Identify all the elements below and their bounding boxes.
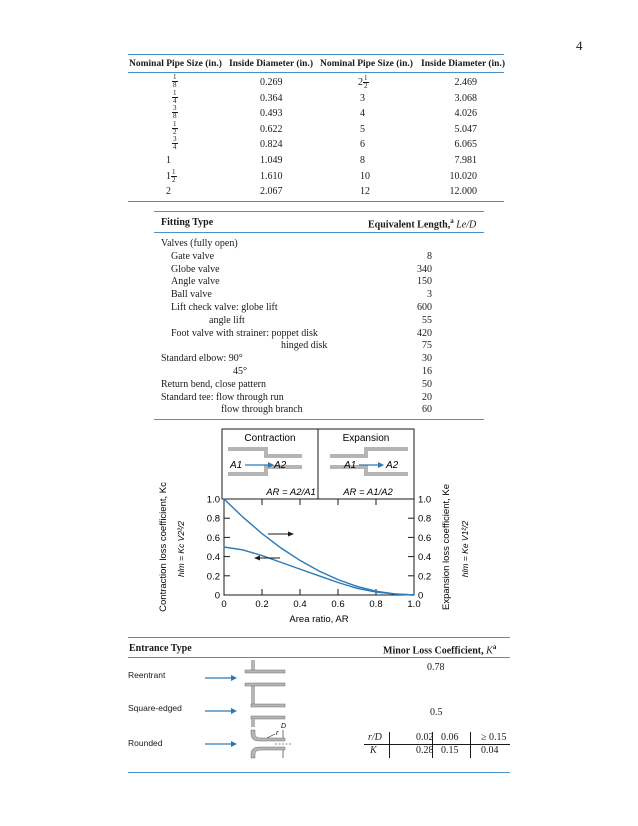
x-tick-label: 0.2: [255, 599, 269, 610]
loss-coefficient-chart: [150, 424, 490, 630]
table-rule-top: [128, 54, 504, 55]
fitting-type-label: angle lift: [209, 314, 245, 326]
x-tick-label: 0.8: [369, 599, 383, 610]
equation-right: hlm = Ke V1²/2: [460, 520, 470, 578]
pipe-size-left: 1: [166, 155, 171, 166]
inside-diameter-left: 0.622: [260, 123, 283, 135]
contraction-a1-label: A1: [230, 460, 243, 471]
y-tick-label-left: 0: [214, 590, 220, 602]
entrance-value-square: 0.5: [430, 707, 443, 718]
subtable-vline-1: [389, 732, 390, 758]
inside-diameter-right: 3.068: [454, 92, 477, 104]
inside-diameter-right: 2.469: [454, 77, 477, 88]
col-header-nominal-1: Nominal Pipe Size (in.): [129, 59, 222, 69]
fitting-type-label: flow through branch: [221, 404, 303, 416]
y-tick-label-right: 0.2: [418, 571, 432, 583]
fitting-header-type: Fitting Type: [161, 217, 214, 228]
equivalent-length-value: 16: [422, 366, 432, 377]
equivalent-length-value: 20: [422, 391, 432, 403]
square-edged-icon: [205, 694, 285, 727]
equivalent-length-value: 150: [417, 276, 432, 288]
fitting-rule-header: [154, 232, 484, 233]
inside-diameter-left: 0.269: [260, 77, 283, 88]
y-tick-label-right: 0: [418, 590, 424, 602]
pipe-size-right: 10: [360, 170, 370, 182]
contraction-label: Contraction: [244, 433, 296, 444]
entrance-label-reentrant: Reentrant: [128, 670, 166, 680]
curve-point: [280, 547, 281, 548]
entrance-label-square: Square-edged: [128, 703, 182, 713]
entrance-header-coef: Minor Loss Coefficient, $K^a$: [383, 643, 497, 657]
entrance-value-reentrant: 0.78: [427, 662, 445, 673]
curve-point: [337, 582, 338, 583]
x-tick-label: 0.6: [331, 599, 345, 610]
y-axis-label-left: Contraction loss coefficient, Kc: [158, 482, 169, 612]
fitting-header-length: Equivalent Length,$^a$ Le/D: [368, 217, 477, 231]
curve-point: [261, 533, 262, 534]
entrance-rule-top: [128, 637, 510, 638]
pipe-size-left: $\frac{3}{4}$: [173, 135, 177, 152]
table-rule-header: [128, 72, 504, 73]
col-header-diameter-1: Inside Diameter (in.): [229, 59, 313, 69]
equivalent-length-value: 8: [427, 250, 432, 262]
loss-curves: [223, 498, 414, 595]
x-tick-label: 1.0: [407, 599, 421, 610]
curve-point: [375, 592, 376, 593]
pipe-size-left: $\frac{1}{2}$: [173, 119, 177, 136]
entrance-diagrams: [205, 658, 305, 770]
inside-diameter-right: 6.065: [454, 139, 477, 151]
curve-point: [242, 549, 243, 550]
equivalent-length-value: 420: [417, 327, 432, 339]
page-number: 4: [576, 38, 583, 53]
fitting-type-label: Globe valve: [171, 263, 220, 275]
curve-point: [223, 546, 224, 547]
pipe-size-right: 3: [360, 92, 365, 104]
equivalent-length-value: 600: [417, 302, 432, 313]
fitting-type-label: Lift check valve: globe lift: [171, 302, 278, 313]
fitting-type-label: Standard tee: flow through run: [161, 391, 284, 403]
rounded-d-label: D: [281, 723, 287, 730]
subtable-vline-2: [432, 732, 433, 758]
table-rule-bottom: [128, 201, 504, 202]
inside-diameter-left: 0.493: [260, 108, 283, 120]
equivalent-length-value: 30: [422, 353, 432, 365]
ar-formula-contraction: AR = A2/A1: [266, 487, 316, 498]
y-tick-label-left: 0.8: [206, 513, 220, 525]
subtable-k-3: 0.04: [481, 745, 499, 756]
fitting-type-label: Foot valve with strainer: poppet disk: [171, 327, 318, 339]
fitting-type-label: Valves (fully open): [161, 238, 238, 249]
fitting-type-label: 45°: [233, 366, 247, 377]
x-axis-label: Area ratio, AR: [289, 614, 349, 625]
entrance-rule-header: [128, 657, 510, 658]
curve-point: [318, 575, 319, 576]
curve-point: [299, 568, 300, 569]
equivalent-length-value: 75: [422, 340, 432, 352]
contraction-read-arrowhead: [254, 556, 260, 561]
y-tick-label-left: 1.0: [206, 494, 220, 506]
curve-point: [356, 586, 357, 587]
y-tick-label-right: 0.4: [418, 552, 432, 564]
subtable-vline-3: [470, 732, 471, 758]
rounded-icon: [205, 723, 291, 758]
y-tick-label-right: 1.0: [418, 494, 432, 506]
equivalent-length-value: 3: [427, 289, 432, 301]
inside-diameter-left: 0.364: [260, 92, 283, 104]
inside-diameter-right: 5.047: [454, 123, 477, 135]
subtable-rd-3: ≥ 0.15: [481, 732, 507, 743]
plot-frame: [224, 499, 414, 595]
fitting-type-label: Gate valve: [171, 250, 215, 262]
subtable-k-1: 0.28: [416, 745, 434, 756]
pipe-size-right: 12: [360, 186, 370, 198]
entrance-header-type: Entrance Type: [129, 643, 192, 654]
inside-diameter-left: 1.610: [260, 170, 283, 182]
curve-point: [242, 517, 243, 518]
equation-left: hlm = Kc V2²/2: [176, 521, 186, 577]
equivalent-length-value: 50: [422, 378, 432, 390]
col-header-diameter-2: Inside Diameter (in.): [421, 59, 505, 69]
inside-diameter-left: 0.824: [260, 139, 283, 151]
fitting-type-label: Standard elbow: 90°: [161, 353, 243, 365]
pipe-size-left: $\frac{1}{4}$: [173, 88, 177, 105]
pipe-size-left: $\frac{1}{8}$: [173, 73, 177, 89]
curve-point: [356, 588, 357, 589]
reentrant-icon: [205, 660, 285, 696]
pipe-size-right: 2 $\frac{1}{2}$: [358, 74, 368, 90]
inside-diameter-right: 10.020: [449, 170, 477, 182]
y-tick-label-left: 0.4: [206, 552, 220, 564]
inside-diameter-right: 7.981: [454, 155, 477, 166]
expansion-label: Expansion: [342, 433, 390, 444]
curve-point: [413, 594, 414, 595]
rounded-r-label: r: [276, 730, 279, 737]
expansion-a2-label: A2: [386, 460, 399, 471]
equivalent-length-value: 60: [422, 404, 432, 416]
col-header-nominal-2: Nominal Pipe Size (in.): [320, 59, 413, 69]
ar-formula-expansion: AR = A1/A2: [343, 487, 393, 498]
fitting-rule-top: [154, 211, 484, 212]
subtable-rd-2: 0.06: [441, 732, 459, 743]
y-tick-label-right: 0.8: [418, 513, 432, 525]
fitting-type-label: Return bend, close pattern: [161, 378, 266, 390]
curve-point: [318, 570, 319, 571]
fitting-type-label: Ball valve: [171, 289, 212, 301]
fitting-type-label: Angle valve: [171, 276, 220, 288]
entrance-rule-bottom: [128, 772, 510, 773]
fitting-type-label: hinged disk: [281, 340, 328, 352]
pipe-size-right: 5: [360, 123, 365, 135]
curve-point: [280, 562, 281, 563]
inside-diameter-left: 1.049: [260, 155, 283, 166]
subtable-label-k: K: [370, 745, 377, 756]
y-axis-label-right: Expansion loss coefficient, Ke: [441, 483, 452, 611]
curve-point: [223, 498, 224, 499]
subtable-k-2: 0.15: [441, 745, 459, 756]
expansion-a1-label: A1: [344, 460, 357, 471]
inside-diameter-right: 4.026: [454, 108, 477, 120]
axis-ticks: [207, 495, 431, 611]
curve-point: [261, 555, 262, 556]
pipe-size-right: 6: [360, 139, 365, 151]
fitting-rule-bottom: [154, 419, 484, 420]
entrance-label-rounded: Rounded: [128, 738, 163, 748]
pipe-size-right: 8: [360, 155, 365, 166]
inside-diameter-left: 2.067: [260, 186, 283, 198]
pipe-size-left: $\frac{3}{8}$: [173, 104, 177, 121]
expansion-curve: [224, 499, 414, 595]
x-tick-label: 0: [221, 599, 227, 610]
pipe-size-left: 2: [166, 186, 171, 198]
equivalent-length-value: 55: [422, 314, 432, 326]
curve-point: [337, 579, 338, 580]
inside-diameter-right: 12.000: [449, 186, 477, 198]
pipe-size-left: 1 $\frac{1}{2}$: [166, 167, 176, 184]
subtable-rd-1: 0.02: [416, 732, 434, 743]
expansion-read-arrowhead: [288, 532, 294, 537]
curve-point: [299, 560, 300, 561]
y-tick-label-left: 0.6: [206, 532, 220, 544]
equivalent-length-value: 340: [417, 263, 432, 275]
pipe-size-right: 4: [360, 108, 365, 120]
subtable-label-rd: r/D: [368, 732, 382, 743]
y-tick-label-left: 0.2: [206, 571, 220, 583]
contraction-a2-label: A2: [274, 460, 287, 471]
y-tick-label-right: 0.6: [418, 532, 432, 544]
curve-point: [394, 593, 395, 594]
x-tick-label: 0.4: [293, 599, 307, 610]
